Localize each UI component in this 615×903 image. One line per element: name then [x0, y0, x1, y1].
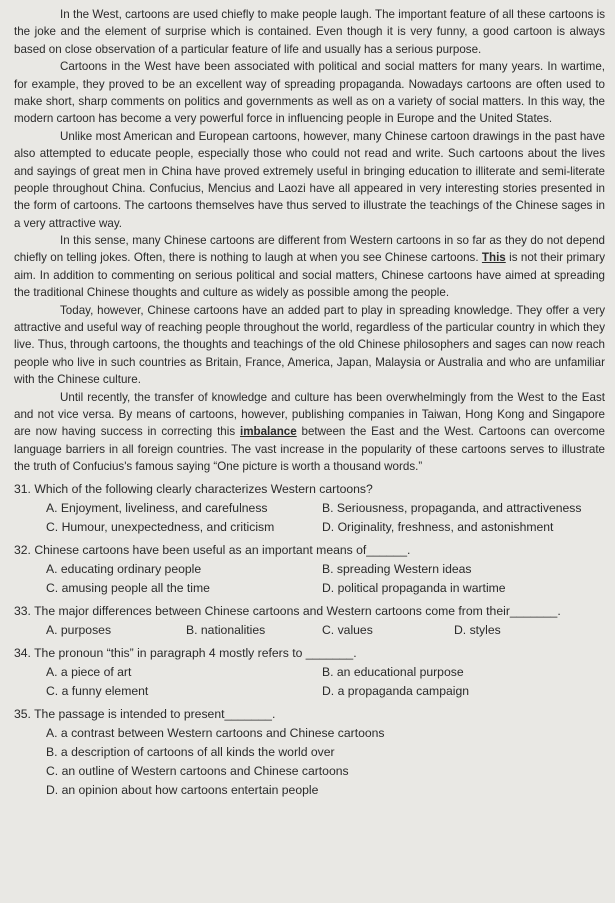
- question-stem: 34. The pronoun “this” in paragraph 4 mostly refers to _______.: [14, 645, 357, 660]
- option-d[interactable]: D. political propaganda in wartime: [322, 580, 506, 595]
- paragraph-4: [14, 232, 605, 302]
- option-d[interactable]: D. an opinion about how cartoons entertain people: [46, 783, 319, 798]
- question-33: [14, 602, 605, 640]
- question-32: [14, 541, 605, 598]
- question-31: [14, 480, 605, 537]
- paragraph-6: [14, 389, 605, 476]
- option-list: [46, 621, 605, 640]
- option-b[interactable]: B. spreading Western ideas: [322, 561, 472, 576]
- option-a[interactable]: A. a contrast between Western cartoons and Chinese cartoons: [46, 726, 385, 741]
- option-list: [46, 663, 605, 701]
- question-stem: 33. The major differences between Chinese cartoons and Western cartoons come from their_______.: [14, 603, 561, 618]
- option-d[interactable]: D. styles: [454, 623, 501, 638]
- question-35: [14, 705, 605, 800]
- paragraph-5: Today, however, Chinese cartoons have an added part to play in spreading knowledge. They offer a very attractive and useful way of reaching people throughout the world, regardless of the particular country in which they live. Thus, through cartoons, the thoughts and teachings of the old Chinese philosophers and sages can now reach people who live in such countries as Britain, France, America, Japan, Malaysia or Australia and who are unfamiliar with the Chinese culture.: [14, 303, 605, 387]
- question-stem: 32. Chinese cartoons have been useful as an important means of______.: [14, 542, 411, 557]
- option-d[interactable]: D. Originality, freshness, and astonishment: [322, 519, 554, 534]
- paragraph-6-part-a: Until recently, the transfer of knowledge and culture has been overwhelmingly from the West to the East and not vice versa. By means of cartoons, however, publishing companies in Taiwan, Hong Kong and Singapore are now having success in correcting this: [14, 390, 605, 439]
- reading-passage: [14, 6, 605, 476]
- option-a[interactable]: A. purposes: [46, 623, 112, 638]
- underlined-word-this: This: [481, 251, 506, 265]
- option-b[interactable]: B. Seriousness, propaganda, and attractiveness: [322, 500, 582, 515]
- option-b[interactable]: B. a description of cartoons of all kinds the world over: [46, 745, 335, 760]
- underlined-word-imbalance: imbalance: [239, 425, 297, 439]
- option-a[interactable]: A. a piece of art: [46, 665, 132, 680]
- option-c[interactable]: C. a funny element: [46, 684, 149, 699]
- option-b[interactable]: B. nationalities: [186, 623, 266, 638]
- paragraph-2: Cartoons in the West have been associated with political and social matters for many years. In wartime, for example, they proved to be an excellent way of spreading propaganda. Nowadays cartoons are often used to make short, sharp comments on politics and governments as well as on a variety of social matters. In this way, the modern cartoon has become a very powerful force in influencing people in Europe and the United States.: [14, 60, 605, 126]
- paragraph-4-part-b: is not their primary aim. In addition to commenting on serious political and social matters, Chinese cartoons have aimed at spreading the traditional Chinese thoughts and culture as widely as possible among the people.: [14, 251, 605, 300]
- question-34: [14, 644, 605, 701]
- option-list: [46, 560, 605, 598]
- paragraph-1: In the West, cartoons are used chiefly to make people laugh. The important feature of all these cartoons is the joke and the element of surprise which is contained. Even though it is very funny, a good cartoon is always based on close observation of a particular feature of life and usually has a serious purpose.: [14, 8, 605, 56]
- option-list: [46, 499, 605, 537]
- paragraph-6-part-b: between the East and the West. Cartoons can overcome language barriers in all foreign countries. The vast increase in the popularity of these cartoons serves to illustrate the truth of Confucius's famous saying “One picture is worth a thousand words.”: [14, 425, 605, 474]
- option-a[interactable]: A. educating ordinary people: [46, 561, 202, 576]
- option-d[interactable]: D. a propaganda campaign: [322, 684, 470, 699]
- option-c[interactable]: C. amusing people all the time: [46, 580, 210, 595]
- paragraph-3: Unlike most American and European cartoons, however, many Chinese cartoon drawings in the past have also attempted to educate people, especially those who could not read and write. Such cartoons about the lives and sayings of great men in China have proved extremely useful in bringing education to illiterate and semi-literate people throughout China. Confucius, Mencius and Laozi have all appeared in very interesting stories presented in the form of cartoons. The cartoons themselves have thus served to illustrate the teachings of the Chinese sages in a very attractive way.: [14, 129, 605, 230]
- option-list: [46, 724, 605, 800]
- option-c[interactable]: C. an outline of Western cartoons and Chinese cartoons: [46, 764, 349, 779]
- paragraph-4-part-a: In this sense, many Chinese cartoons are different from Western cartoons in so far as they do not depend chiefly on telling jokes. Often, there is nothing to laugh at when you see Chinese cartoons.: [14, 234, 605, 265]
- option-c[interactable]: C. values: [322, 623, 373, 638]
- option-c[interactable]: C. Humour, unexpectedness, and criticism: [46, 519, 275, 534]
- option-a[interactable]: A. Enjoyment, liveliness, and carefulness: [46, 500, 268, 515]
- option-b[interactable]: B. an educational purpose: [322, 665, 464, 680]
- question-stem: 31. Which of the following clearly characterizes Western cartoons?: [14, 481, 373, 496]
- question-stem: 35. The passage is intended to present_______.: [14, 707, 276, 722]
